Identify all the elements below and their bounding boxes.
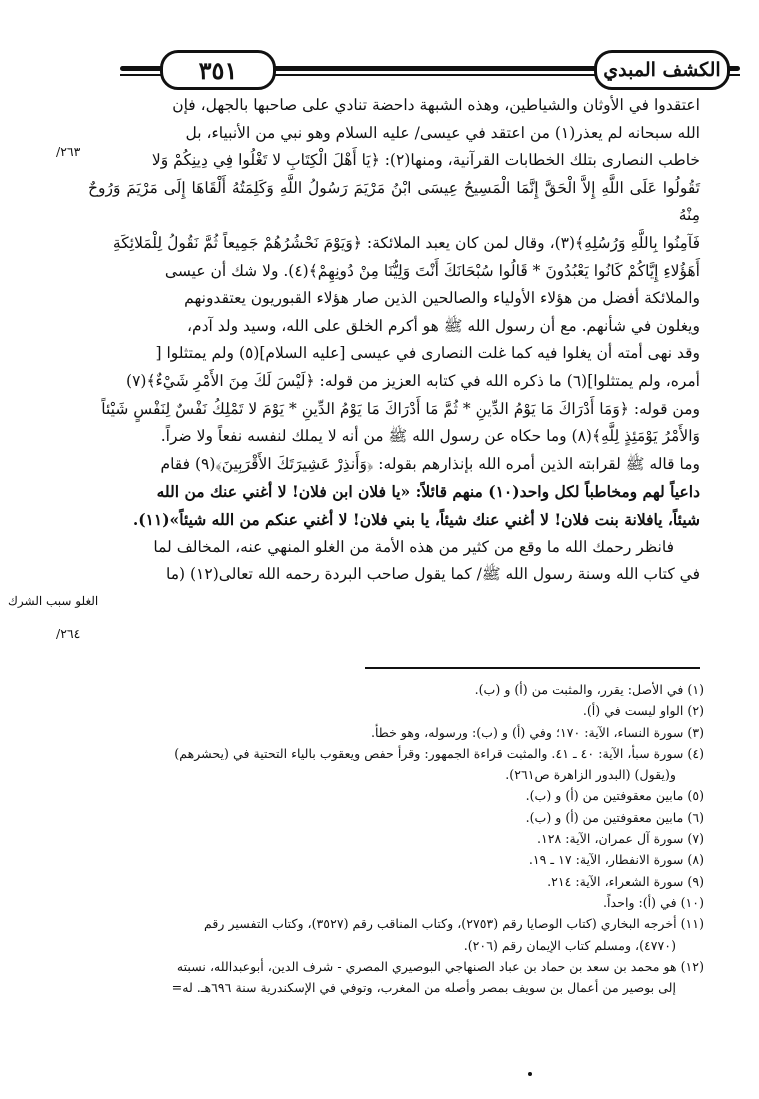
- footnotes: [92, 679, 704, 998]
- text-line: الله سبحانه لم يعذر(١) من اعتقد في عيسى/ عليه السلام وهو نبي من الأنبياء، بل: [185, 123, 700, 142]
- footnote: (١) في الأصل: يقرر، والمثبت من (أ) و (ب).: [474, 682, 704, 697]
- footnote: (٩) سورة الشعراء، الآية: ٢١٤.: [547, 873, 704, 889]
- footnote-continuation: إلى بوصير من أعمال بن سويف بمصر وأصله من المغرب، وتوفي في الإسكندرية سنة ٦٩٦هـ. له=: [171, 980, 676, 996]
- footnote: (٣) سورة النساء، الآية: ١٧٠؛ وفي (أ) و (ب): ورسوله، وهو خطأ.: [370, 724, 704, 740]
- text-line: أمره، ولم يمتثلوا](٦) ما ذكره الله في كتابه العزيز من قوله: ﴿لَيْسَ لَكَ مِنَ الأَمْرِ شَيْءٌ﴾(٧): [126, 371, 700, 390]
- text-line: أَهَؤُلاءِ إِيَّاكُمْ كَانُوا يَعْبُدُونَ * قَالُوا سُبْحَانَكَ أَنْتَ وَلِيُّنَا مِنْ دُونِهِمْ﴾(٤). ولا شك أن عيسى: [164, 261, 700, 280]
- margin-section-note: الغلو سبب الشرك: [8, 594, 99, 608]
- hadith-line: داعياً لهم ومخاطباً لكل واحد(١٠) منهم قائلاً: «يا فلان ابن فلان! لا أغني عنك من الله: [156, 482, 700, 502]
- margin-page-ref: ٢٦٣/: [56, 144, 81, 159]
- footnote: (١٢) هو محمد بن سعد بن حماد بن عباد الصنهاجي البوصيري المصري - شرف الدين، أبوعبدالله، نسبته: [176, 958, 704, 974]
- footnote: (٦) مابين معقوفتين من (أ) و (ب).: [525, 809, 704, 825]
- text-line: خاطب النصارى بتلك الخطابات القرآنية، ومنها(٢): ﴿يَا أَهْلَ الْكِتَابِ لا تَغْلُوا فِي دِينِكُمْ وَلا: [151, 151, 700, 170]
- footnote: (٨) سورة الانفطار، الآية: ١٧ ـ ١٩.: [528, 852, 704, 868]
- text-line: فَآمِنُوا بِاللَّهِ وَرُسُلِهِ﴾(٣)، وقال لمن كان يعبد الملائكة: ﴿وَيَوْمَ نَحْشُرُهُمْ جَمِيعاً ثُمَّ نَقُولُ لِلْمَلائِكَةِ: [112, 233, 700, 252]
- footnote: (١٠) في (أ): واحداً.: [603, 894, 704, 910]
- main-text: [88, 92, 700, 589]
- text-line: ويغلون في شأنهم. مع أن رسول الله ﷺ هو أكرم الخلق على الله، وسيد ولد آدم،: [187, 316, 700, 335]
- text-line: وقد نهى أمته أن يغلوا فيه كما غلت النصارى في عيسى [عليه السلام](٥) ولم يمتثلوا [: [155, 344, 700, 363]
- footnote: (١١) أخرجه البخاري (كتاب الوصايا رقم (٢٧٥٣)، وكتاب المناقب رقم (٣٥٢٧)، وكتاب التفسير رقم: [204, 916, 704, 932]
- text-line: وما قاله ﷺ لقرابته الذين أمره الله بإنذارهم بقوله: ﴿وَأَنذِرْ عَشِيرَتَكَ الأَقْرَبِينَ﴾(٩) فقام: [160, 454, 700, 473]
- page-header: [120, 40, 740, 96]
- text-line: فانظر رحمك الله ما وقع من كثير من هذه الأمة من الغلو المنهي عنه، المخالف لما: [153, 537, 674, 556]
- footnote-continuation: و(يقول) (البدور الزاهرة ص٢٦١).: [505, 767, 676, 783]
- footnote-divider: [365, 667, 700, 669]
- text-line: اعتقدوا في الأوثان والشياطين، وهذه الشبهة داحضة تنادي على صاحبها بالجهل، فإن: [172, 96, 700, 114]
- text-line: والملائكة أفضل من هؤلاء الأولياء والصالحين الذين صار هؤلاء القبوريون يعتقدونهم: [184, 289, 700, 308]
- hadith-line: شيئاً، يافلانة بنت فلان! لا أغني عنك شيئاً، يا بني فلان! لا أغني عنكم من الله شيئاً»(١١).: [132, 509, 700, 529]
- footnote: (٧) سورة آل عمران، الآية: ١٢٨.: [536, 831, 704, 847]
- footnote: (٢) الواو ليست في (أ).: [582, 703, 704, 719]
- text-line: في كتاب الله وسنة رسول الله ﷺ/ كما يقول صاحب البردة رحمه الله تعالى(١٢) (ما: [165, 565, 700, 584]
- text-line: وَالأَمْرُ يَوْمَئِذٍ لِلَّهِ﴾(٨) وما حكاه عن رسول الله ﷺ من أنه لا يملك لنفسه نفعاً ولا ضراً.: [160, 427, 700, 446]
- footnote-continuation: (٤٧٧٠)، ومسلم كتاب الإيمان رقم (٢٠٦).: [463, 937, 676, 953]
- footnote: (٤) سورة سبأ، الآية: ٤٠ ـ ٤١. والمثبت قراءة الجمهور: وقرأ حفص ويعقوب بالياء التحتية في (يحشرهم): [174, 745, 704, 761]
- page-dot: [528, 1072, 532, 1076]
- margin-page-ref: ٢٦٤/: [56, 626, 81, 641]
- book-title: الكشف المبدي: [594, 50, 730, 90]
- page-number: ٣٥١: [160, 50, 276, 90]
- text-line: ومن قوله: ﴿وَمَا أَدْرَاكَ مَا يَوْمُ الدِّينِ * ثُمَّ مَا أَدْرَاكَ مَا يَوْمُ الدِّينِ * يَوْمَ لا تَمْلِكُ نَفْسٌ لِنَفْسٍ شَيْئاً: [101, 399, 700, 418]
- text-line: تَقُولُوا عَلَى اللَّهِ إِلاَّ الْحَقَّ إِنَّمَا الْمَسِيحُ عِيسَى ابْنُ مَرْيَمَ رَسُولُ اللَّهِ وَكَلِمَتُهُ أَلْقَاهَا إِلَى مَرْيَمَ وَرُوحٌ مِنْهُ: [88, 178, 700, 225]
- footnote: (٥) مابين معقوفتين من (أ) و (ب).: [525, 788, 704, 804]
